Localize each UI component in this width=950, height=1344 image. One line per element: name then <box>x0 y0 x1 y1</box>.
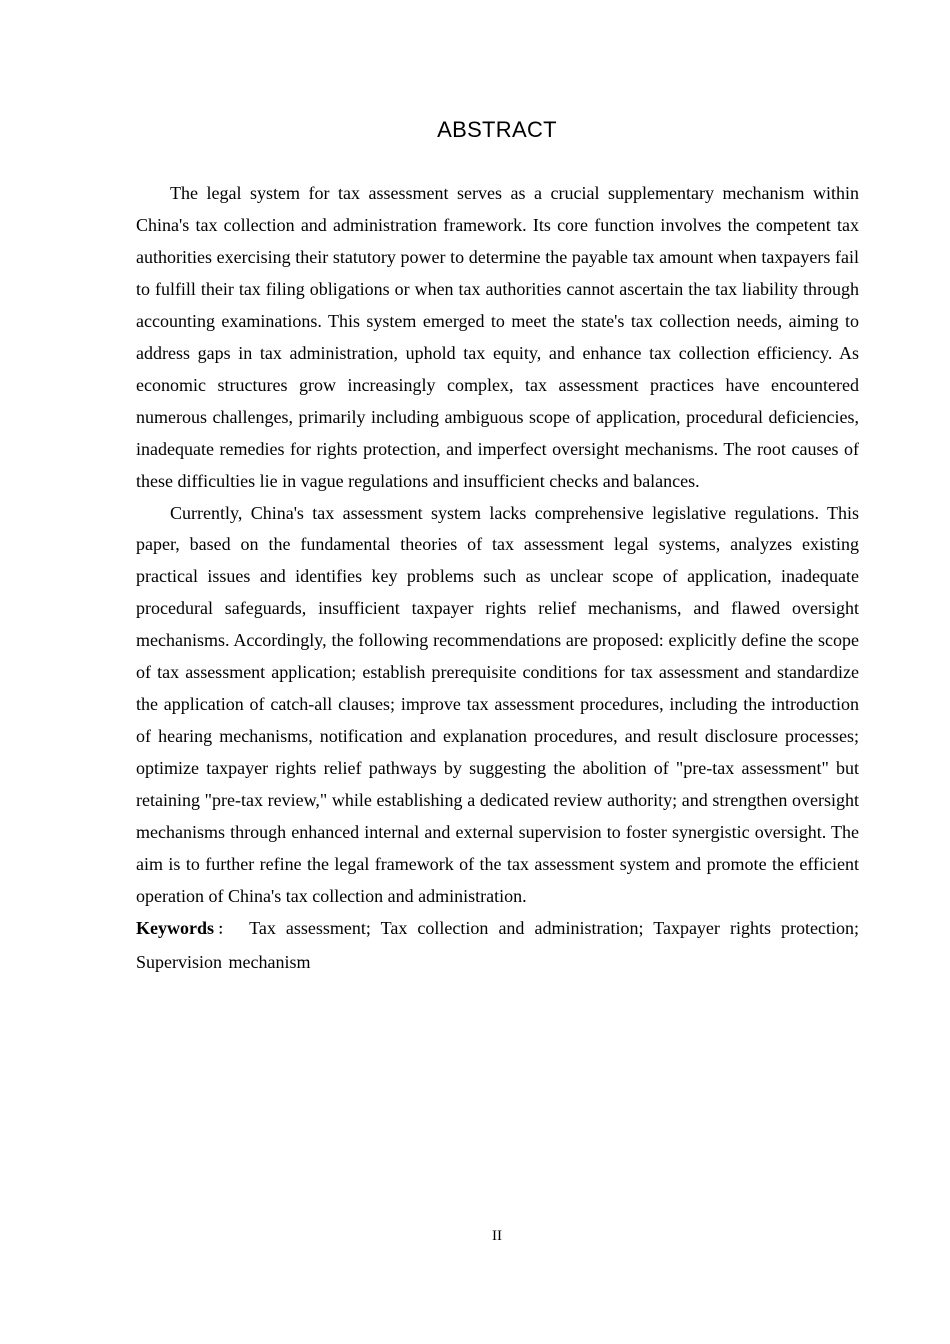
keywords-line <box>136 913 859 979</box>
keywords-text: Tax assessment; Tax collection and administration; Taxpayer rights protection; Supervision mechanism <box>136 917 860 972</box>
abstract-title: ABSTRACT <box>437 117 557 142</box>
abstract-paragraph-2: Currently, China's tax assessment system lacks comprehensive legislative regulations. This paper, based on the fundamental theories of tax assessment legal systems, analyzes existing practical issues and identifies key problems such as unclear scope of application, inadequate procedural safeguards, insufficient taxpayer rights relief mechanisms, and flawed oversight mechanisms. Accordingly, the following recommendations are proposed: explicitly define the scope of tax assessment application; establish prerequisite conditions for tax assessment and standardize the application of catch-all clauses; improve tax assessment procedures, including the introduction of hearing mechanisms, notification and explanation procedures, and result disclosure processes; optimize taxpayer rights relief pathways by suggesting the abolition of "pre-tax assessment" but retaining "pre-tax review," while establishing a dedicated review authority; and strengthen oversight mechanisms through enhanced internal and external supervision to foster synergistic oversight. The aim is to further refine the legal framework of the tax assessment system and promote the efficient operation of China's tax collection and administration. <box>136 502 859 906</box>
abstract-paragraph-1: The legal system for tax assessment serves as a crucial supplementary mechanism within China's tax collection and administration framework. Its core function involves the competent tax authorities exercising their statutory power to determine the payable tax amount when taxpayers fail to fulfill their tax filing obligations or when tax authorities cannot ascertain the tax liability through accounting examinations. This system emerged to meet the state's tax collection needs, aiming to address gaps in tax administration, uphold tax equity, and enhance tax collection efficiency. As economic structures grow increasingly complex, tax assessment practices have encountered numerous challenges, primarily including ambiguous scope of application, procedural deficiencies, inadequate remedies for rights protection, and imperfect oversight mechanisms. The root causes of these difficulties lie in vague regulations and insufficient checks and balances. <box>136 183 859 491</box>
page-number: II <box>492 1228 502 1244</box>
abstract-body <box>136 178 859 979</box>
keywords-label: Keywords <box>136 917 214 938</box>
keywords-colon: ： <box>214 922 236 938</box>
